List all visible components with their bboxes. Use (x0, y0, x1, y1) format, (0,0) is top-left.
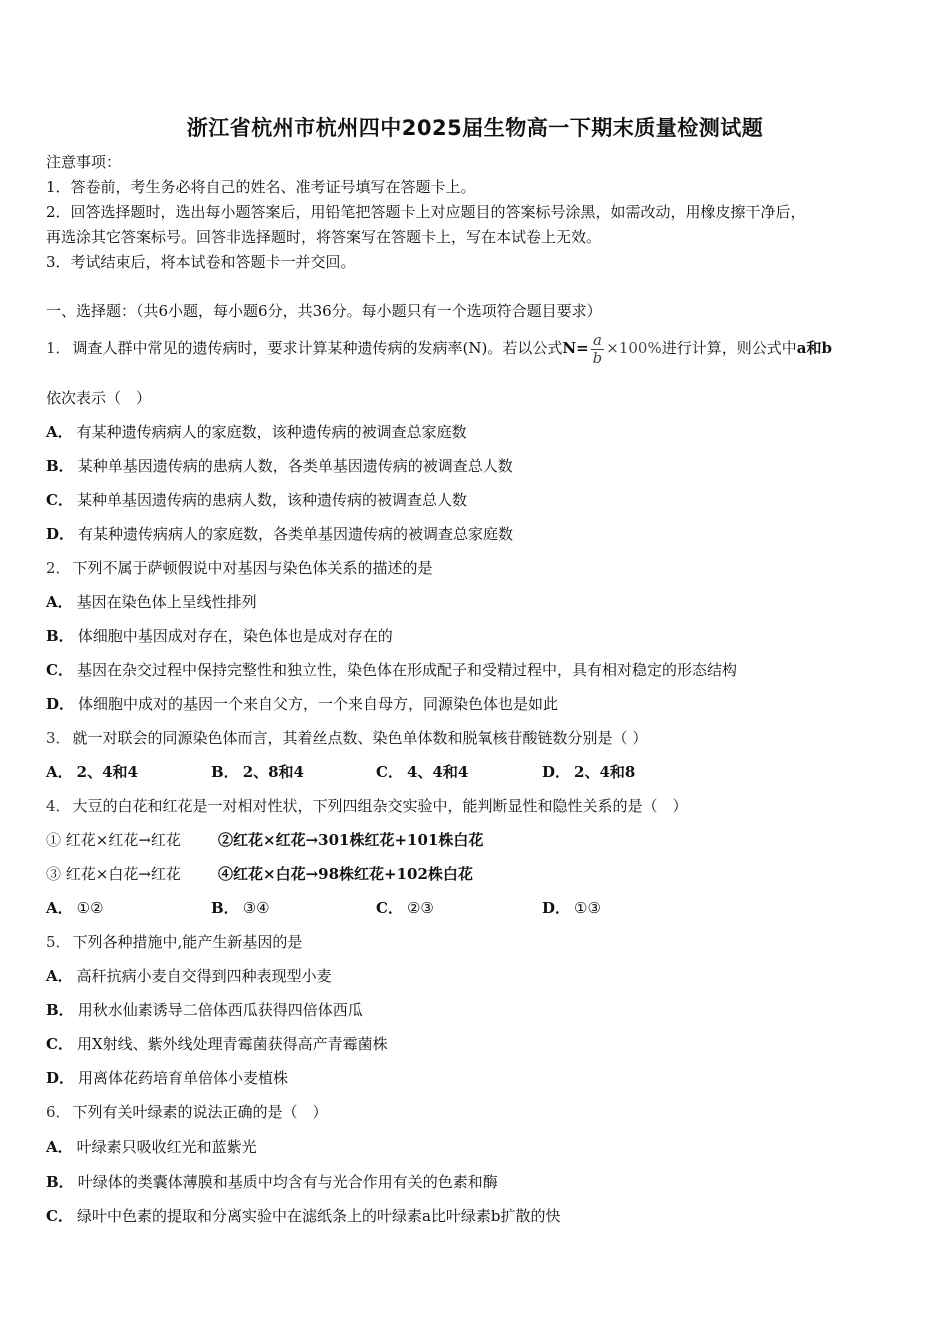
question-6-option-c (46, 1206, 561, 1226)
option-text: 基因在染色体上呈线性排列 (76, 593, 257, 611)
cross-1: ① 红花×红花→红花 (46, 831, 181, 849)
question-4-stem (46, 796, 688, 816)
option-label: B． (46, 627, 74, 645)
fraction-denominator: b (592, 348, 603, 367)
question-1-option-b (46, 456, 513, 476)
question-3-options (46, 762, 906, 782)
question-3-option-d (542, 762, 635, 782)
question-text-cont: 进行计算，则公式中 (661, 339, 797, 357)
option-label: D． (46, 1069, 75, 1087)
option-text: ②③ (406, 899, 434, 917)
option-label: B． (211, 763, 239, 781)
question-4-option-a (46, 898, 104, 918)
question-5-option-a (46, 966, 332, 986)
question-6-stem (46, 1102, 328, 1122)
cross-3: ③ 红花×白花→红花 (46, 865, 181, 883)
option-text: 用X射线、紫外线处理青霉菌获得高产青霉菌株 (76, 1035, 388, 1053)
option-label: D． (542, 763, 571, 781)
question-text: 调查人群中常见的遗传病时，要求计算某种遗传病的发病率(N)。若以公式 (72, 339, 563, 357)
option-label: D． (46, 695, 75, 713)
question-number: 5． (46, 933, 71, 951)
question-3-option-c (376, 762, 468, 782)
option-text: ①③ (574, 899, 601, 917)
question-number: 1． (46, 339, 71, 357)
cross-2: ②红花×红花→301株红花+101株白花 (218, 831, 484, 849)
formula-fraction (591, 332, 605, 367)
question-number: 4． (46, 797, 71, 815)
option-text: 某种单基因遗传病的患病人数，各类单基因遗传病的被调查总人数 (77, 457, 513, 475)
option-text: 用秋水仙素诱导二倍体西瓜获得四倍体西瓜 (77, 1001, 363, 1019)
option-text: 绿叶中色素的提取和分离实验中在滤纸条上的叶绿素a比叶绿素b扩散的快 (76, 1207, 561, 1225)
option-text: 2、4和8 (574, 763, 636, 781)
option-text: 某种单基因遗传病的患病人数，该种遗传病的被调查总人数 (76, 491, 467, 509)
question-4-cross-row-1 (46, 830, 906, 850)
option-label: C． (46, 491, 73, 509)
option-text: 有某种遗传病病人的家庭数，该种遗传病的被调查总家庭数 (76, 423, 467, 441)
section-heading: 一、选择题：（共6小题，每小题6分，共36分。每小题只有一个选项符合题目要求） (46, 302, 602, 320)
option-text: ①② (76, 899, 104, 917)
option-label: A． (46, 1138, 73, 1156)
question-6-option-a (46, 1137, 257, 1157)
option-label: C． (376, 763, 403, 781)
page-title: 浙江省杭州市杭州四中2025届生物高一下期末质量检测试题 (186, 116, 764, 140)
question-5-stem (46, 932, 302, 952)
question-4-options (46, 898, 906, 918)
question-number: 6． (46, 1103, 71, 1121)
option-label: C． (46, 1207, 73, 1225)
question-3-stem (46, 728, 647, 748)
option-label: A． (46, 593, 73, 611)
option-label: C． (46, 661, 73, 679)
cross-4: ④红花×白花→98株红花+102株白花 (218, 865, 473, 883)
question-2-option-c (46, 660, 737, 680)
option-text: 体细胞中成对的基因一个来自父方，一个来自母方，同源染色体也是如此 (78, 695, 559, 713)
question-3-option-a (46, 762, 138, 782)
option-text: 2、8和4 (242, 763, 304, 781)
option-label: C． (376, 899, 403, 917)
question-4-option-d (542, 898, 601, 918)
option-label: A． (46, 899, 73, 917)
question-4-option-b (211, 898, 270, 918)
question-text: 大豆的白花和红花是一对相对性状，下列四组杂交实验中，能判断显性和隐性关系的是（ ） (72, 797, 688, 815)
formula-lhs: N= (562, 339, 589, 357)
question-1-option-a (46, 422, 467, 442)
option-label: B． (46, 457, 74, 475)
option-text: 4、4和4 (406, 763, 469, 781)
option-text: 2、4和4 (76, 763, 138, 781)
question-2-option-b (46, 626, 393, 646)
question-1-option-c (46, 490, 467, 510)
option-text: ③④ (242, 899, 270, 917)
question-text: 下列不属于萨顿假说中对基因与染色体关系的描述的是 (72, 559, 433, 577)
option-text: 叶绿素只吸收红光和蓝紫光 (76, 1138, 257, 1156)
question-3-option-b (211, 762, 304, 782)
question-2-stem (46, 558, 433, 578)
option-label: A． (46, 763, 73, 781)
option-label: D． (46, 525, 75, 543)
question-1-stem-cont: 依次表示（ ） (46, 389, 152, 407)
question-5-option-b (46, 1000, 363, 1020)
option-label: C． (46, 1035, 73, 1053)
option-text: 基因在杂交过程中保持完整性和独立性，染色体在形成配子和受精过程中，具有相对稳定的形态结构 (76, 661, 737, 679)
notice-item-2: 2．回答选择题时，选出每小题答案后，用铅笔把答题卡上对应题目的答案标号涂黑，如需改动，用橡皮擦干净后， (46, 203, 806, 221)
option-text: 有某种遗传病病人的家庭数，各类单基因遗传病的被调查总家庭数 (78, 525, 514, 543)
question-6-option-b (46, 1172, 498, 1192)
formula-vars: a和b (796, 339, 832, 357)
option-text: 高秆抗病小麦自交得到四种表现型小麦 (76, 967, 332, 985)
question-number: 3． (46, 729, 71, 747)
formula-percent: ×100% (606, 339, 662, 357)
option-text: 用离体花药培育单倍体小麦植株 (78, 1069, 289, 1087)
question-1-option-d (46, 524, 513, 544)
notice-item-2-cont: 再选涂其它答案标号。回答非选择题时，将答案写在答题卡上，写在本试卷上无效。 (46, 228, 602, 246)
question-4-option-c (376, 898, 434, 918)
fraction-numerator: a (591, 332, 605, 350)
question-text: 下列各种措施中,能产生新基因的是 (72, 933, 303, 951)
option-label: B． (46, 1001, 74, 1019)
question-5-option-c (46, 1034, 388, 1054)
option-label: A． (46, 423, 73, 441)
option-text: 体细胞中基因成对存在，染色体也是成对存在的 (77, 627, 393, 645)
question-2-option-d (46, 694, 558, 714)
question-number: 2． (46, 559, 71, 577)
question-text: 下列有关叶绿素的说法正确的是（ ） (72, 1103, 328, 1121)
option-label: B． (46, 1173, 74, 1191)
notice-item-3: 3．考试结束后，将本试卷和答题卡一并交回。 (46, 253, 356, 271)
option-label: D． (542, 899, 571, 917)
question-4-cross-row-2 (46, 864, 906, 884)
question-1-stem (46, 330, 832, 367)
question-2-option-a (46, 592, 257, 612)
option-text: 叶绿体的类囊体薄膜和基质中均含有与光合作用有关的色素和酶 (77, 1173, 498, 1191)
notice-item-1: 1．答卷前，考生务必将自己的姓名、准考证号填写在答题卡上。 (46, 178, 476, 196)
option-label: B． (211, 899, 239, 917)
question-5-option-d (46, 1068, 288, 1088)
option-label: A． (46, 967, 73, 985)
question-text: 就一对联会的同源染色体而言，其着丝点数、染色单体数和脱氧核苷酸链数分别是（ ） (72, 729, 648, 747)
notice-heading: 注意事项： (46, 153, 122, 171)
